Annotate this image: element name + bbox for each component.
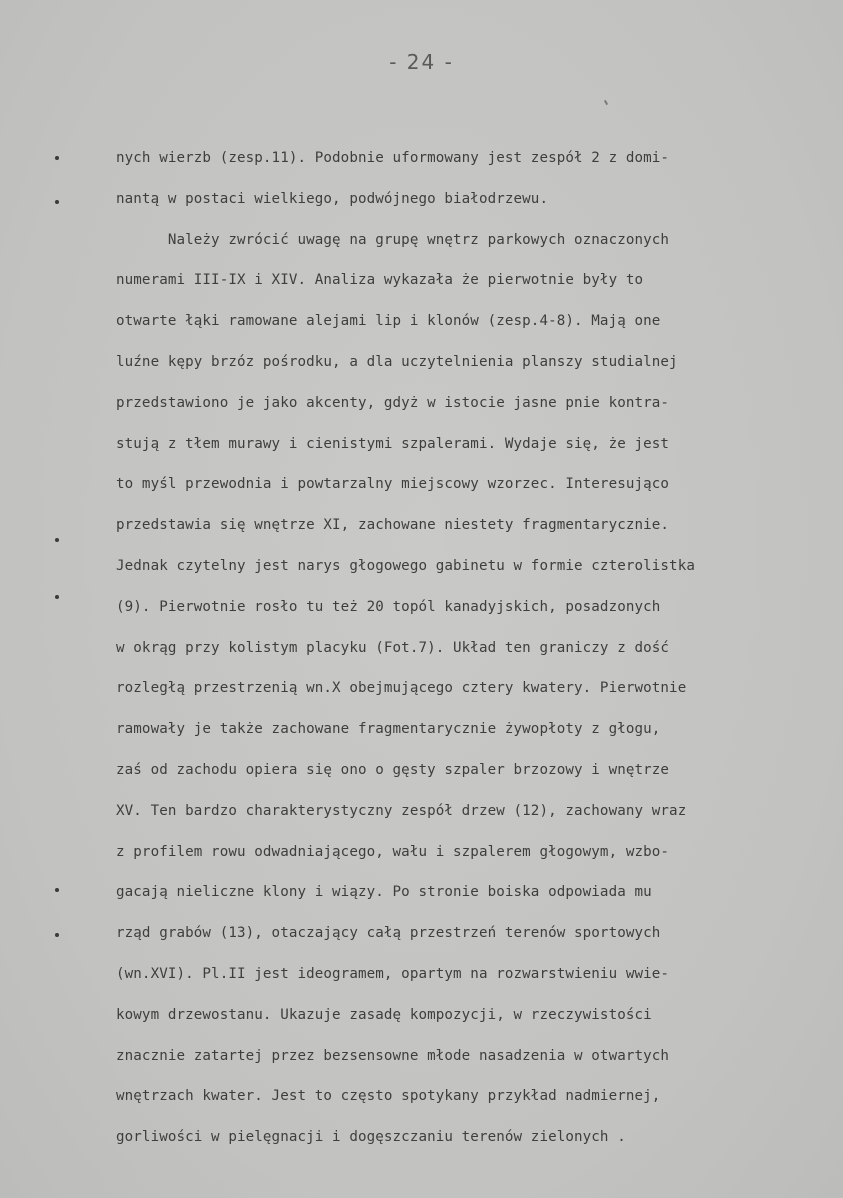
text-line: to myśl przewodnia i powtarzalny miejscowy wzorzec. Interesująco — [116, 476, 670, 493]
text-line: znacznie zatartej przez bezsensowne młode nasadzenia w otwartych — [116, 1047, 670, 1064]
text-line: otwarte łąki ramowane alejami lip i klonów (zesp.4-8). Mają one — [116, 313, 661, 330]
text-line: stują z tłem murawy i cienistymi szpalerami. Wydaje się, że jest — [116, 435, 670, 452]
text-line: Jednak czytelny jest narys głogowego gabinetu w formie czterolistka — [116, 557, 695, 574]
text-line: nych wierzb (zesp.11). Podobnie uformowany jest zespół 2 z domi- — [116, 150, 670, 166]
text-line: Należy zwrócić uwagę na grupę wnętrz parkowych oznaczonych — [116, 231, 670, 248]
stray-mark — [604, 100, 608, 105]
body-text — [116, 138, 821, 1158]
margin-dot — [55, 595, 59, 599]
text-line: luźne kępy brzóz pośrodku, a dla uczytelnienia planszy studialnej — [116, 353, 678, 370]
margin-dot — [55, 200, 59, 204]
text-line: gacają nieliczne klony i wiązy. Po stronie boiska odpowiada mu — [116, 884, 652, 901]
text-line: XV. Ten bardzo charakterystyczny zespół drzew (12), zachowany wraz — [116, 802, 687, 819]
text-line: w okrąg przy kolistym placyku (Fot.7). Układ ten graniczy z dość — [116, 639, 670, 656]
text-line: przedstawiono je jako akcenty, gdyż w istocie jasne pnie kontra- — [116, 394, 670, 411]
text-line: gorliwości w pielęgnacji i dogęszczaniu terenów zielonych . — [116, 1129, 626, 1146]
text-line: przedstawia się wnętrze XI, zachowane niestety fragmentarycznie. — [116, 517, 670, 534]
page-number: - 24 - — [389, 50, 454, 74]
margin-dot — [55, 888, 59, 892]
text-line: wnętrzach kwater. Jest to często spotykany przykład nadmiernej, — [116, 1088, 661, 1105]
margin-dot — [55, 538, 59, 542]
text-line: rozległą przestrzenią wn.X obejmującego cztery kwatery. Pierwotnie — [116, 680, 687, 697]
text-line: rząd grabów (13), otaczający całą przestrzeń terenów sportowych — [116, 925, 661, 942]
text-line: ramowały je także zachowane fragmentarycznie żywopłoty z głogu, — [116, 721, 661, 738]
text-line: (9). Pierwotnie rosło tu też 20 topól kanadyjskich, posadzonych — [116, 598, 661, 615]
text-line: (wn.XVI). Pl.II jest ideogramem, opartym na rozwarstwieniu wwie- — [116, 965, 670, 982]
text-line: z profilem rowu odwadniającego, wału i szpalerem głogowym, wzbo- — [116, 843, 670, 860]
margin-dot — [55, 156, 59, 160]
text-line: nantą w postaci wielkiego, podwójnego białodrzewu. — [116, 190, 549, 207]
text-line: numerami III-IX i XIV. Analiza wykazała że pierwotnie były to — [116, 272, 644, 289]
text-line: kowym drzewostanu. Ukazuje zasadę kompozycji, w rzeczywistości — [116, 1006, 652, 1023]
text-line: zaś od zachodu opiera się ono o gęsty szpaler brzozowy i wnętrze — [116, 761, 670, 778]
margin-dot — [55, 933, 59, 937]
